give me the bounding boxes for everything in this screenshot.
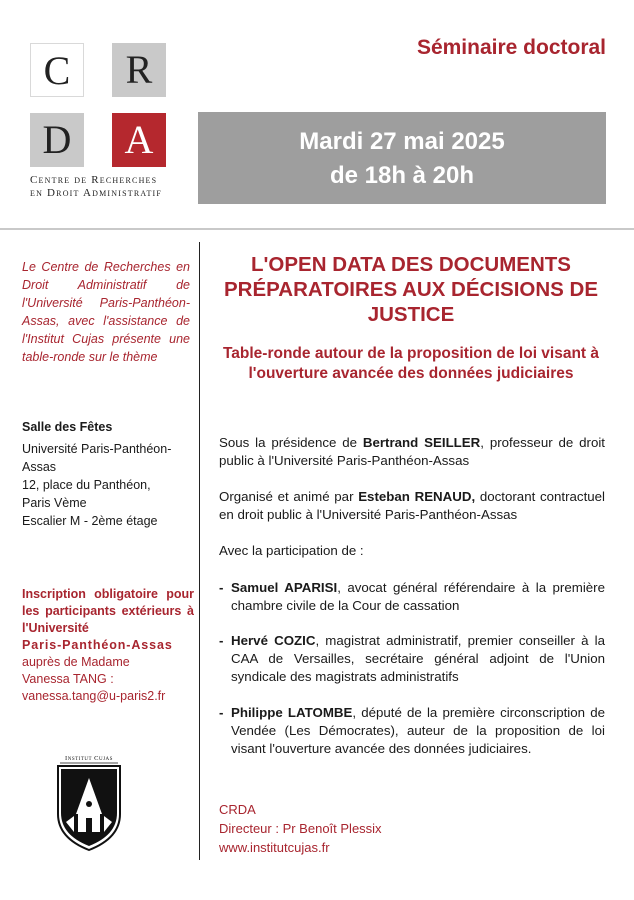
inscription-notice: Inscription obligatoire pour les participants extérieurs à l'Université <box>22 587 194 635</box>
footer-org: CRDA <box>219 802 256 817</box>
venue-line: Assas <box>22 460 57 474</box>
presidence-paragraph: Sous la présidence de Bertrand SEILLER, professeur de droit public à l'Université Paris-Panthéon-Assas <box>219 435 605 468</box>
footer-director: Directeur : Pr Benoît Plessix <box>219 821 382 836</box>
participant-name: Hervé COZIC <box>231 633 316 648</box>
participant-item: - Philippe LATOMBE, député de la première circonscription de Vendée (Les Démocrates), auteur de la proposition de loi visant l'ouverture avancée des données judiciaires. <box>219 705 605 756</box>
logo-letter-c: C <box>30 43 84 97</box>
venue-line: Paris Vème <box>22 496 87 510</box>
event-title: L'OPEN DATA DES DOCUMENTS PRÉPARATOIRES AUX DÉCISIONS DE JUSTICE <box>224 253 598 326</box>
logo-subtitle-line2: en Droit Administratif <box>30 187 163 199</box>
inscription-block <box>22 586 194 705</box>
venue-line: Université Paris-Panthéon- <box>22 442 172 456</box>
participation-heading: Avec la participation de : <box>219 543 364 558</box>
event-date: Mardi 27 mai 2025 <box>299 128 505 155</box>
inscription-line: auprès de Madame <box>22 655 130 669</box>
president-name: Bertrand SEILLER <box>362 435 481 450</box>
participant-item: - Samuel APARISI, avocat général référendaire à la première chambre civile de la Cour de cassation <box>219 580 605 613</box>
event-subtitle: Table-ronde autour de la proposition de loi visant à l'ouverture avancée des données judiciaires <box>222 345 600 382</box>
inscription-line: Vanessa TANG : <box>22 672 114 686</box>
institut-cujas-crest-icon <box>52 752 126 852</box>
vertical-divider <box>199 242 200 860</box>
organizer-paragraph: Organisé et animé par Esteban RENAUD, doctorant contractuel en droit public à l'Université Paris-Panthéon-Assas <box>219 489 606 522</box>
crest-label: Institut Cujas <box>65 755 113 762</box>
participant-item: - Hervé COZIC, magistrat administratif, premier conseiller à la CAA de Versailles, secrétaire général adjoint de l'Union syndicale des magistrats administratifs <box>219 633 605 684</box>
intro-text: Le Centre de Recherches en Droit Administratif de l'Université Paris-Panthéon-Assas, avec l'assistance de l'Institut Cujas présente une table-ronde sur le thème <box>22 260 190 364</box>
footer-website-link[interactable]: www.institutcujas.fr <box>219 840 330 855</box>
participant-name: Philippe LATOMBE <box>231 705 353 720</box>
logo-letter-r: R <box>112 43 166 97</box>
footer <box>219 800 519 857</box>
date-banner <box>198 112 606 204</box>
logo-letter-d: D <box>30 113 84 167</box>
logo-letter-a: A <box>112 113 166 167</box>
contact-email[interactable]: vanessa.tang@u-paris2.fr <box>22 689 166 703</box>
seminar-label: Séminaire doctoral <box>416 36 606 59</box>
event-time: de 18h à 20h <box>329 162 475 189</box>
organizer-name: Esteban RENAUD, <box>358 489 476 504</box>
horizontal-divider <box>0 228 634 230</box>
logo-subtitle-line1: Centre de Recherches <box>30 174 158 186</box>
venue-block <box>22 418 194 530</box>
inscription-university: Paris-Panthéon-Assas <box>22 638 173 652</box>
venue-title: Salle des Fêtes <box>22 420 113 434</box>
venue-line: 12, place du Panthéon, <box>22 478 151 492</box>
participant-name: Samuel APARISI <box>231 580 338 595</box>
venue-line: Escalier M - 2ème étage <box>22 514 158 528</box>
